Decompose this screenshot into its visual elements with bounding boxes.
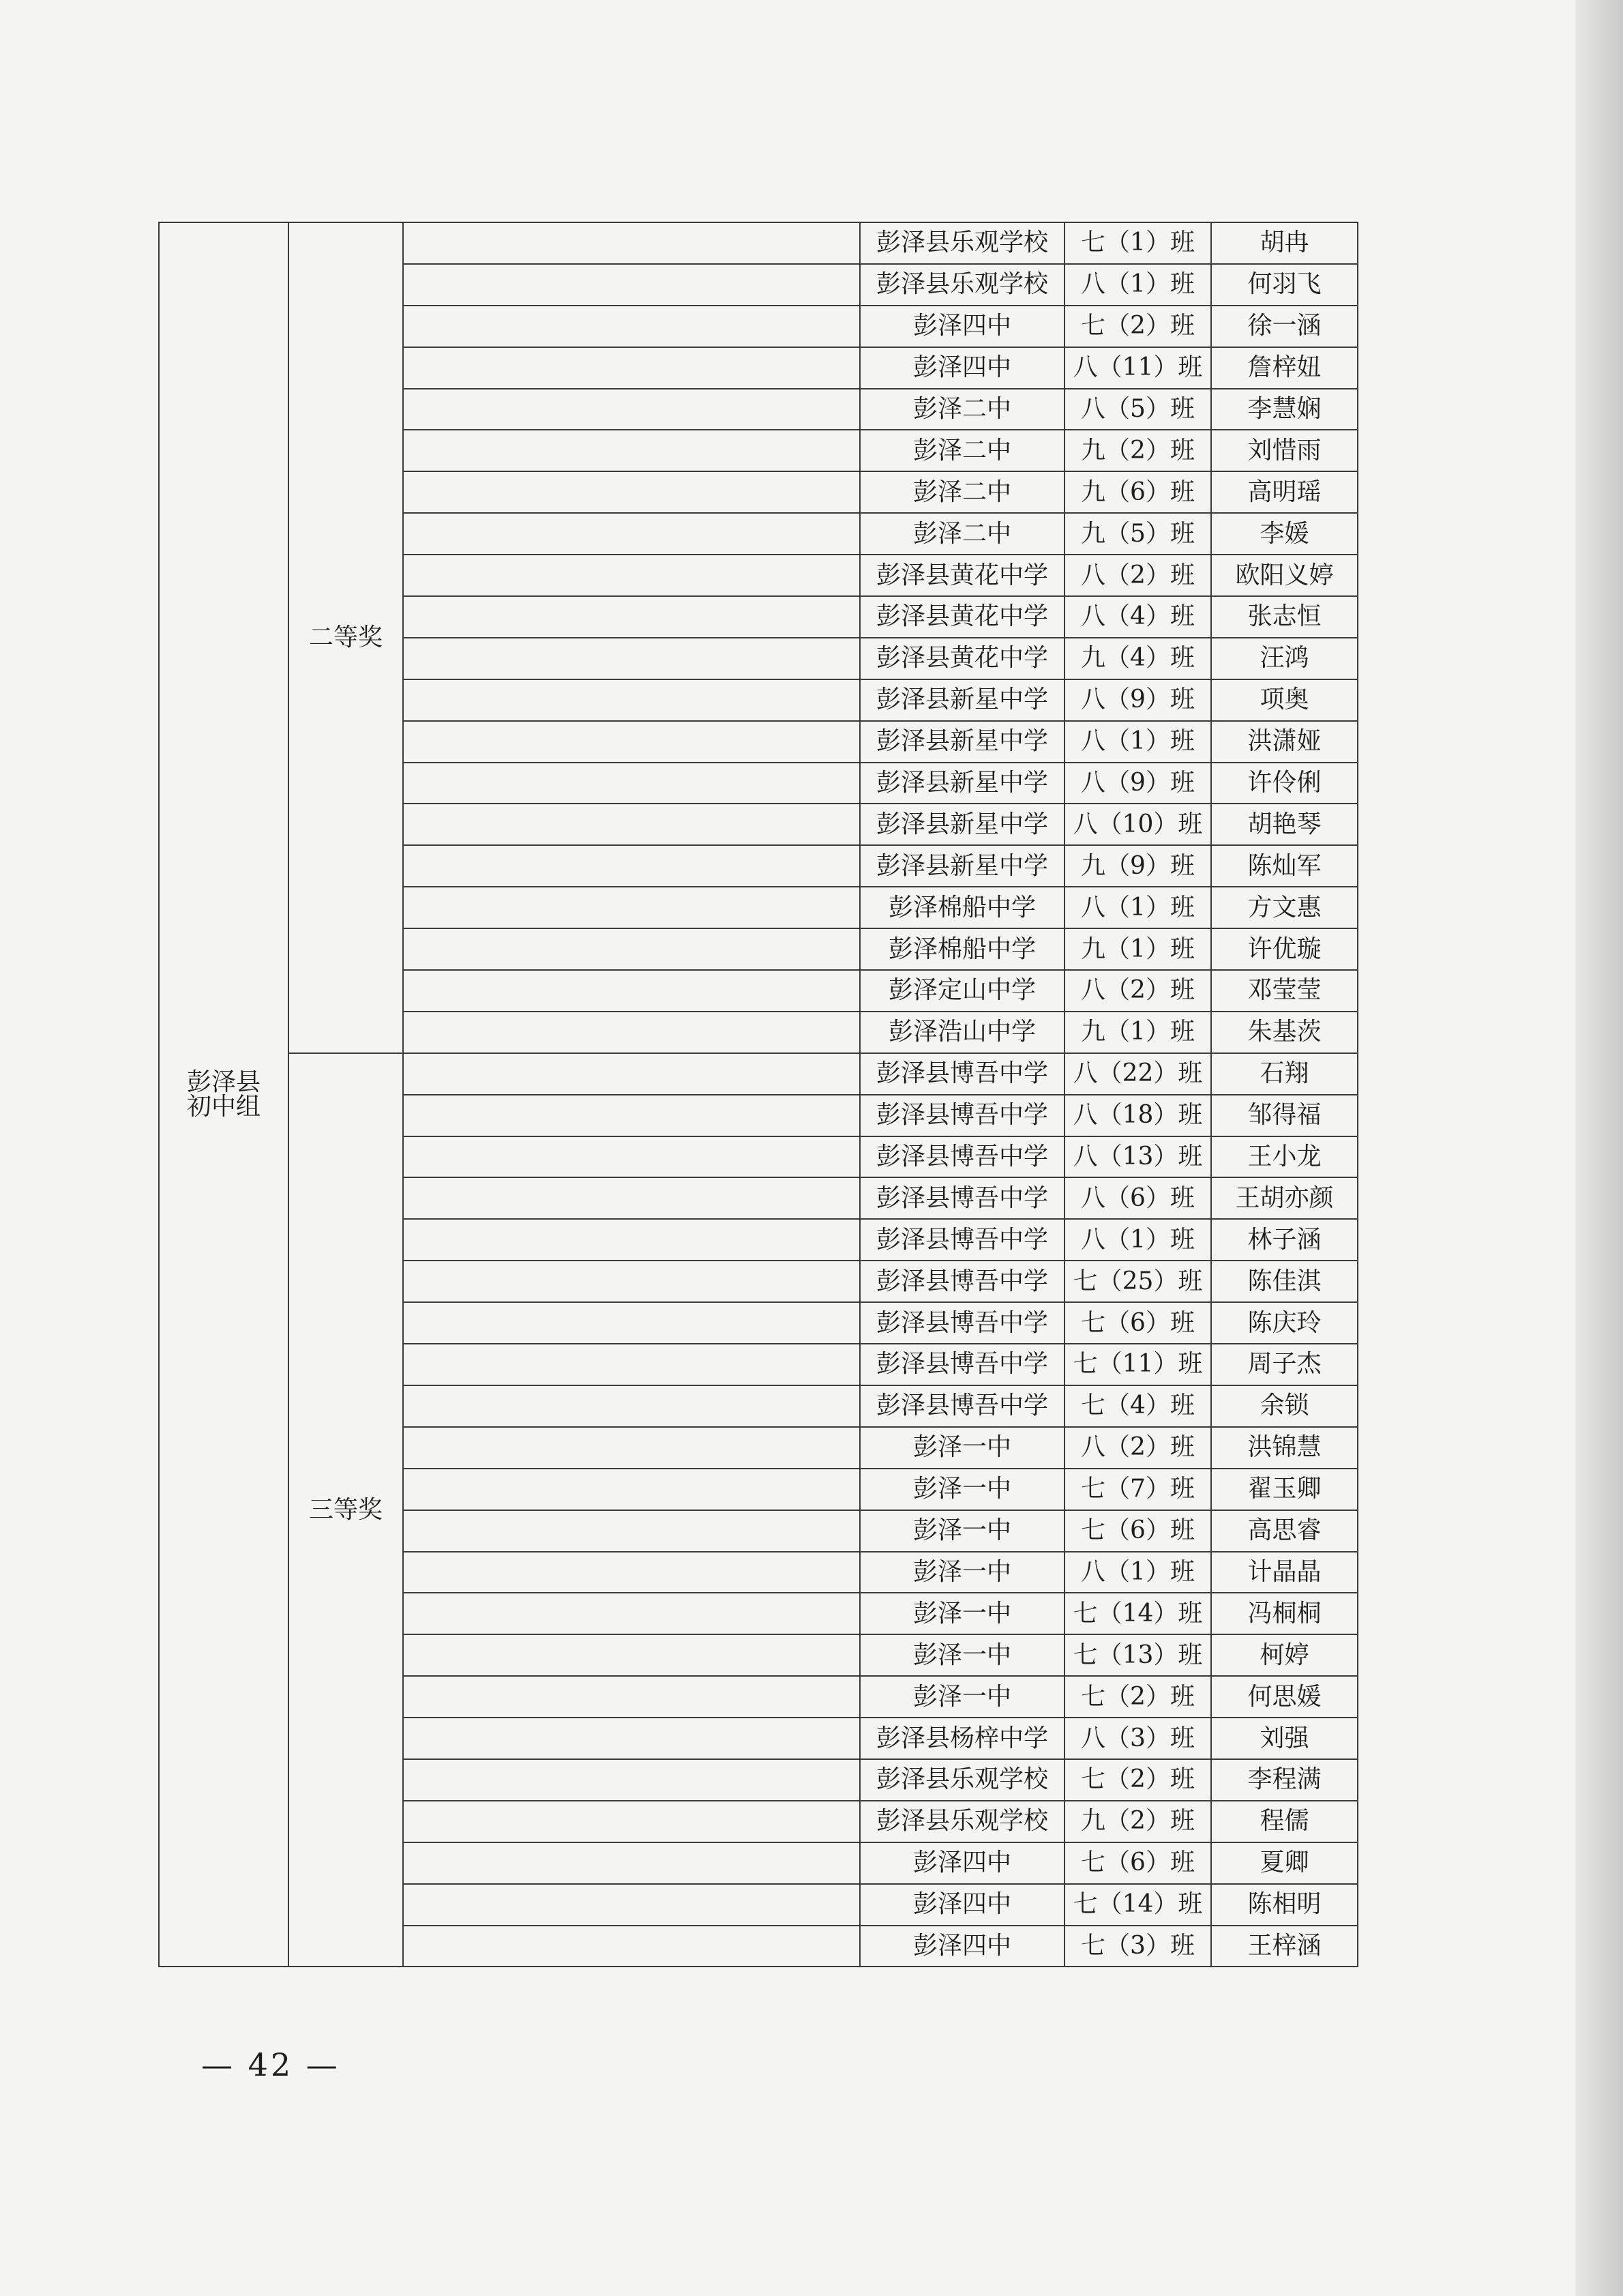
- blank-cell: [403, 1095, 860, 1136]
- student-cell: 冯桐桐: [1211, 1593, 1358, 1634]
- blank-cell: [403, 1177, 860, 1219]
- blank-cell: [403, 1718, 860, 1759]
- class-cell: 八（1）班: [1064, 1552, 1211, 1593]
- class-cell: 九（6）班: [1064, 471, 1211, 513]
- school-cell: 彭泽县博吾中学: [860, 1177, 1064, 1219]
- class-cell: 八（1）班: [1064, 1219, 1211, 1261]
- school-cell: 彭泽二中: [860, 513, 1064, 555]
- class-cell: 九（4）班: [1064, 638, 1211, 679]
- class-cell: 八（1）班: [1064, 264, 1211, 306]
- class-cell: 七（6）班: [1064, 1302, 1211, 1344]
- student-cell: 欧阳义婷: [1211, 555, 1358, 596]
- school-cell: 彭泽二中: [860, 471, 1064, 513]
- blank-cell: [403, 1012, 860, 1053]
- class-cell: 八（1）班: [1064, 721, 1211, 763]
- student-cell: 邹得福: [1211, 1095, 1358, 1136]
- student-cell: 李程满: [1211, 1759, 1358, 1801]
- table-row: [159, 222, 1358, 264]
- blank-cell: [403, 1385, 860, 1427]
- student-cell: 高明瑶: [1211, 471, 1358, 513]
- class-cell: 七（2）班: [1064, 1676, 1211, 1718]
- class-cell: 八（2）班: [1064, 1427, 1211, 1469]
- school-cell: 彭泽县博吾中学: [860, 1219, 1064, 1261]
- award-table: [158, 222, 1358, 1967]
- student-cell: 李慧娴: [1211, 389, 1358, 430]
- class-cell: 七（14）班: [1064, 1593, 1211, 1634]
- school-cell: 彭泽县博吾中学: [860, 1302, 1064, 1344]
- school-cell: 彭泽县新星中学: [860, 721, 1064, 763]
- student-cell: 刘惜雨: [1211, 430, 1358, 471]
- blank-cell: [403, 1884, 860, 1926]
- blank-cell: [403, 264, 860, 306]
- class-cell: 九（1）班: [1064, 1012, 1211, 1053]
- blank-cell: [403, 1469, 860, 1510]
- student-cell: 项奥: [1211, 679, 1358, 721]
- school-cell: 彭泽县乐观学校: [860, 264, 1064, 306]
- blank-cell: [403, 389, 860, 430]
- class-cell: 七（3）班: [1064, 1926, 1211, 1967]
- student-cell: 汪鸿: [1211, 638, 1358, 679]
- student-cell: 陈灿军: [1211, 845, 1358, 887]
- school-cell: 彭泽二中: [860, 430, 1064, 471]
- student-cell: 何思媛: [1211, 1676, 1358, 1718]
- class-cell: 七（1）班: [1064, 222, 1211, 264]
- school-cell: 彭泽县黄花中学: [860, 596, 1064, 638]
- student-cell: 王胡亦颜: [1211, 1177, 1358, 1219]
- school-cell: 彭泽县博吾中学: [860, 1261, 1064, 1302]
- class-cell: 八（9）班: [1064, 763, 1211, 804]
- blank-cell: [403, 1593, 860, 1634]
- class-cell: 八（11）班: [1064, 347, 1211, 389]
- class-cell: 八（4）班: [1064, 596, 1211, 638]
- school-cell: 彭泽棉船中学: [860, 928, 1064, 970]
- school-cell: 彭泽一中: [860, 1634, 1064, 1676]
- page-number: — 42 —: [201, 2046, 340, 2083]
- class-cell: 七（13）班: [1064, 1634, 1211, 1676]
- class-cell: 七（25）班: [1064, 1261, 1211, 1302]
- class-cell: 七（7）班: [1064, 1469, 1211, 1510]
- school-cell: 彭泽一中: [860, 1469, 1064, 1510]
- student-cell: 王小龙: [1211, 1136, 1358, 1178]
- blank-cell: [403, 555, 860, 596]
- school-cell: 彭泽定山中学: [860, 970, 1064, 1012]
- blank-cell: [403, 1552, 860, 1593]
- student-cell: 林子涵: [1211, 1219, 1358, 1261]
- school-cell: 彭泽县博吾中学: [860, 1385, 1064, 1427]
- class-cell: 九（2）班: [1064, 1801, 1211, 1842]
- student-cell: 许优璇: [1211, 928, 1358, 970]
- school-cell: 彭泽一中: [860, 1510, 1064, 1552]
- region-cell: 彭泽县 初中组: [159, 222, 288, 1967]
- blank-cell: [403, 1136, 860, 1178]
- school-cell: 彭泽一中: [860, 1427, 1064, 1469]
- blank-cell: [403, 1302, 860, 1344]
- school-cell: 彭泽县博吾中学: [860, 1053, 1064, 1095]
- school-cell: 彭泽县黄花中学: [860, 555, 1064, 596]
- class-cell: 七（6）班: [1064, 1842, 1211, 1884]
- student-cell: 胡冉: [1211, 222, 1358, 264]
- blank-cell: [403, 970, 860, 1012]
- student-cell: 洪锦慧: [1211, 1427, 1358, 1469]
- school-cell: 彭泽四中: [860, 306, 1064, 347]
- blank-cell: [403, 928, 860, 970]
- blank-cell: [403, 1219, 860, 1261]
- class-cell: 八（10）班: [1064, 804, 1211, 845]
- student-cell: 李媛: [1211, 513, 1358, 555]
- blank-cell: [403, 638, 860, 679]
- class-cell: 八（3）班: [1064, 1718, 1211, 1759]
- school-cell: 彭泽四中: [860, 1842, 1064, 1884]
- class-cell: 七（4）班: [1064, 1385, 1211, 1427]
- class-cell: 八（2）班: [1064, 970, 1211, 1012]
- blank-cell: [403, 1676, 860, 1718]
- blank-cell: [403, 222, 860, 264]
- blank-cell: [403, 1427, 860, 1469]
- blank-cell: [403, 596, 860, 638]
- student-cell: 夏卿: [1211, 1842, 1358, 1884]
- school-cell: 彭泽县新星中学: [860, 845, 1064, 887]
- class-cell: 八（22）班: [1064, 1053, 1211, 1095]
- school-cell: 彭泽县乐观学校: [860, 1759, 1064, 1801]
- blank-cell: [403, 1759, 860, 1801]
- class-cell: 九（2）班: [1064, 430, 1211, 471]
- blank-cell: [403, 679, 860, 721]
- blank-cell: [403, 804, 860, 845]
- school-cell: 彭泽县博吾中学: [860, 1136, 1064, 1178]
- blank-cell: [403, 1801, 860, 1842]
- blank-cell: [403, 513, 860, 555]
- blank-cell: [403, 471, 860, 513]
- school-cell: 彭泽县博吾中学: [860, 1095, 1064, 1136]
- blank-cell: [403, 1634, 860, 1676]
- blank-cell: [403, 887, 860, 928]
- student-cell: 周子杰: [1211, 1344, 1358, 1385]
- school-cell: 彭泽县新星中学: [860, 763, 1064, 804]
- student-cell: 陈相明: [1211, 1884, 1358, 1926]
- student-cell: 方文惠: [1211, 887, 1358, 928]
- school-cell: 彭泽县新星中学: [860, 804, 1064, 845]
- blank-cell: [403, 1842, 860, 1884]
- student-cell: 朱基茨: [1211, 1012, 1358, 1053]
- blank-cell: [403, 1053, 860, 1095]
- class-cell: 八（5）班: [1064, 389, 1211, 430]
- class-cell: 八（1）班: [1064, 887, 1211, 928]
- class-cell: 七（2）班: [1064, 1759, 1211, 1801]
- school-cell: 彭泽二中: [860, 389, 1064, 430]
- student-cell: 余锁: [1211, 1385, 1358, 1427]
- class-cell: 七（14）班: [1064, 1884, 1211, 1926]
- class-cell: 八（18）班: [1064, 1095, 1211, 1136]
- student-cell: 高思睿: [1211, 1510, 1358, 1552]
- student-cell: 何羽飞: [1211, 264, 1358, 306]
- student-cell: 邓莹莹: [1211, 970, 1358, 1012]
- blank-cell: [403, 763, 860, 804]
- student-cell: 程儒: [1211, 1801, 1358, 1842]
- class-cell: 九（9）班: [1064, 845, 1211, 887]
- student-cell: 翟玉卿: [1211, 1469, 1358, 1510]
- page-edge-shadow: [1575, 0, 1623, 2296]
- school-cell: 彭泽县乐观学校: [860, 222, 1064, 264]
- class-cell: 七（2）班: [1064, 306, 1211, 347]
- student-cell: 胡艳琴: [1211, 804, 1358, 845]
- table-body: [159, 222, 1358, 1967]
- school-cell: 彭泽棉船中学: [860, 887, 1064, 928]
- school-cell: 彭泽一中: [860, 1676, 1064, 1718]
- blank-cell: [403, 430, 860, 471]
- table-row: [159, 1053, 1358, 1095]
- student-cell: 刘强: [1211, 1718, 1358, 1759]
- award-level-cell: 二等奖: [288, 222, 403, 1053]
- school-cell: 彭泽四中: [860, 1926, 1064, 1967]
- blank-cell: [403, 1926, 860, 1967]
- school-cell: 彭泽四中: [860, 1884, 1064, 1926]
- school-cell: 彭泽四中: [860, 347, 1064, 389]
- student-cell: 徐一涵: [1211, 306, 1358, 347]
- blank-cell: [403, 845, 860, 887]
- student-cell: 计晶晶: [1211, 1552, 1358, 1593]
- school-cell: 彭泽一中: [860, 1593, 1064, 1634]
- class-cell: 八（9）班: [1064, 679, 1211, 721]
- student-cell: 陈庆玲: [1211, 1302, 1358, 1344]
- blank-cell: [403, 347, 860, 389]
- school-cell: 彭泽浩山中学: [860, 1012, 1064, 1053]
- class-cell: 七（6）班: [1064, 1510, 1211, 1552]
- award-level-cell: 三等奖: [288, 1053, 403, 1967]
- school-cell: 彭泽县黄花中学: [860, 638, 1064, 679]
- student-cell: 陈佳淇: [1211, 1261, 1358, 1302]
- class-cell: 九（1）班: [1064, 928, 1211, 970]
- class-cell: 七（11）班: [1064, 1344, 1211, 1385]
- blank-cell: [403, 1344, 860, 1385]
- student-cell: 石翔: [1211, 1053, 1358, 1095]
- blank-cell: [403, 721, 860, 763]
- school-cell: 彭泽一中: [860, 1552, 1064, 1593]
- student-cell: 詹梓妞: [1211, 347, 1358, 389]
- class-cell: 九（5）班: [1064, 513, 1211, 555]
- school-cell: 彭泽县乐观学校: [860, 1801, 1064, 1842]
- school-cell: 彭泽县新星中学: [860, 679, 1064, 721]
- student-cell: 许伶俐: [1211, 763, 1358, 804]
- student-cell: 柯婷: [1211, 1634, 1358, 1676]
- student-cell: 王梓涵: [1211, 1926, 1358, 1967]
- school-cell: 彭泽县杨梓中学: [860, 1718, 1064, 1759]
- class-cell: 八（2）班: [1064, 555, 1211, 596]
- class-cell: 八（13）班: [1064, 1136, 1211, 1178]
- blank-cell: [403, 1510, 860, 1552]
- class-cell: 八（6）班: [1064, 1177, 1211, 1219]
- blank-cell: [403, 306, 860, 347]
- blank-cell: [403, 1261, 860, 1302]
- student-cell: 张志恒: [1211, 596, 1358, 638]
- school-cell: 彭泽县博吾中学: [860, 1344, 1064, 1385]
- student-cell: 洪潇娅: [1211, 721, 1358, 763]
